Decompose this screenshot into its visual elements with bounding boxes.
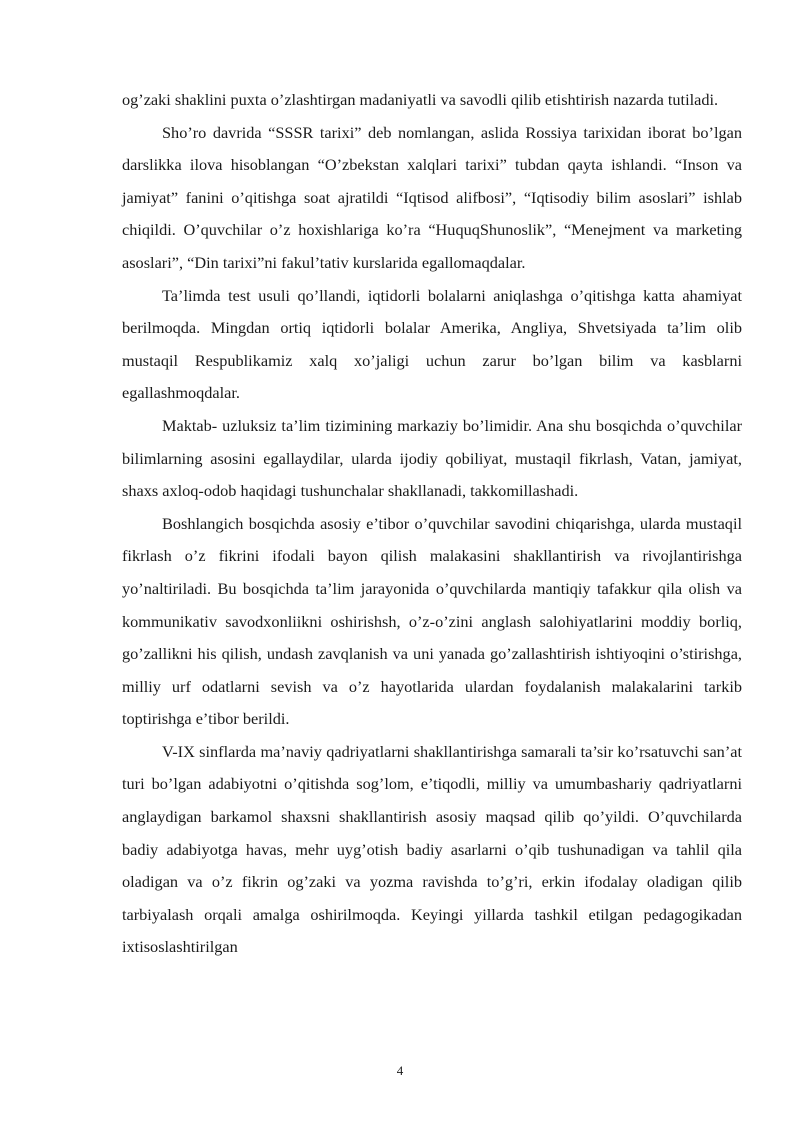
document-page <box>122 84 742 964</box>
page-number: 4 <box>396 1063 404 1078</box>
paragraph-primary-stage: Boshlangich bosqichda asosiy e’tibor o’quvchilar savodini chiqarishga, ularda mustaqil fikrlash o’z fikrini ifodali bayon qilish malakasini shakllantirish va rivojlantirishga yo’naltiriladi. Bu bosqichda ta’lim jarayonida o’quvchilarda mantiqiy tafakkur qila olish va kommunikativ savodxonliikni oshirishsh, o’z-o’zini anglash salohiyatlarini moddiy borliq, go’zallikni his qilish, undash zavqlanish va uni yanada go’zallashtirish ishtiyoqini o’stirishga, milliy urf odatlarni sevish va o’z hayotlarida ulardan foydalanish malakalarini tarkib toptirishga e’tibor berildi. <box>122 513 742 729</box>
paragraph-grades-five-to-nine: V-IX sinflarda ma’naviy qadriyatlarni shakllantirishga samarali ta’sir ko’rsatuvchi san’at turi bo’lgan adabiyotni o’qitishda sog’lom, e’tiqodli, milliy va umumbashariy qadriyatlarni anglaydigan barkamol shaxsni shakllantirish asosiy maqsad qilib qo’yildi. O’quvchilarda badiy adabiyotga havas, mehr uyg’otish badiy asarlarni o’qib tushunadigan va tahlil qila oladigan va o’z fikrin og’zaki va yozma ravishda to’g’ri, erkin ifodalay oladigan qilib tarbiyalash orqali amalga oshirilmoqda. Keyingi yillarda tashkil etilgan pedagogikadan ixtisoslashtirilgan <box>122 741 742 957</box>
paragraph-soviet-era-textbooks: Sho’ro davrida “SSSR tarixi” deb nomlangan, aslida Rossiya tarixidan iborat bo’lgan darslikka ilova hisoblangan “O’zbekstan xalqlari tarixi” tubdan qayta ishlandi. “Inson va jamiyat” fanini o’qitishga soat ajratildi “Iqtisod alifbosi”, “Iqtisodiy bilim asoslari” ishlab chiqildi. O’quvchilar o’z hoxishlariga ko’ra “HuquqShunoslik”, “Menejment va marketing asoslari”, “Din tarixi”ni fakul’tativ kurslarida egallomaqdalar. <box>122 122 742 272</box>
paragraph-school-education: Maktab- uzluksiz ta’lim tizimining markaziy bo’limidir. Ana shu bosqichda o’quvchilar bilimlarning asosini egallaydilar, ularda ijodiy qobiliyat, mustaqil fikrlash, Vatan, jamiyat, shaxs axloq-odob haqidagi tushunchalar shakllanadi, takkomillashadi. <box>122 415 742 501</box>
paragraph-testing-gifted-children: Ta’limda test usuli qo’llandi, iqtidorli bolalarni aniqlashga o’qitishga katta ahamiyat berilmoqda. Mingdan ortiq iqtidorli bolalar Amerika, Angliya, Shvetsiyada ta’lim olib mustaqil Respublikamiz xalq xo’jaligi uchun zarur bo’lgan bilim va kasblarni egallashmoqdalar. <box>122 285 742 403</box>
paragraph-continuation: og’zaki shaklini puxta o’zlashtirgan madaniyatli va savodli qilib etishtirish nazarda tutiladi. <box>122 90 719 109</box>
